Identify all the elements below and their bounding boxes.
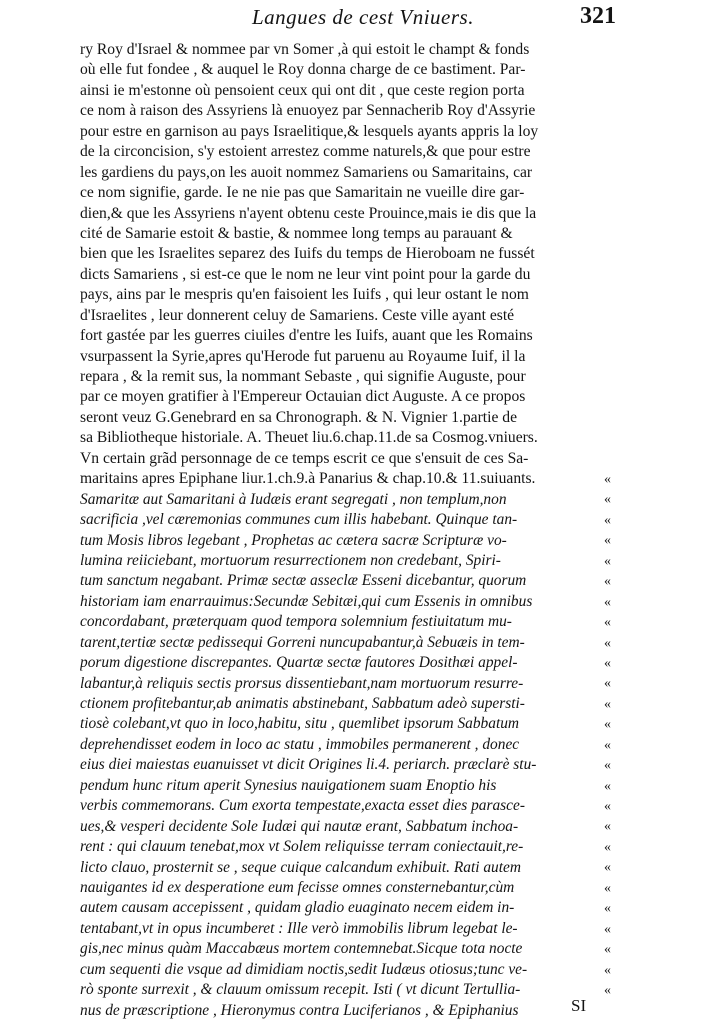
quotation-line: ctionem profitebantur,ab animatis abstinebant, Sabbatum adeò supersti- — [80, 695, 525, 712]
text-line: ce nom à raison des Assyriens là enuoyez par Sennacherib Roy d'Assyrie — [80, 102, 536, 120]
quotation-mark: « — [604, 492, 611, 508]
text-line: Vn certain grãd personnage de ce temps escrit ce que s'ensuit de ces Sa- — [80, 449, 529, 467]
quotation-line: porum digestione discrepantes. Quartæ sectæ fautores Dosithæi appel- — [80, 654, 518, 672]
quotation-marks-column — [604, 470, 626, 1001]
quotation-line: tarent,tertiæ sectæ pedissequi Gorreni nuncupabantur,à Sebuæis in tem- — [80, 633, 525, 651]
text-line: ry Roy d'Israel & nommee par vn Somer ,à qui estoit le champt & fonds — [80, 41, 530, 58]
quotation-mark: « — [604, 942, 611, 958]
quotation-line: autem causam accepissent , quidam gladio euaginato necem eidem in- — [80, 899, 515, 917]
quotation-mark: « — [604, 901, 611, 917]
quotation-line: rent : qui clauum tenebat,mox vt Solem reliquisse terram coniectauit,re- — [80, 838, 524, 856]
quotation-mark: « — [604, 615, 611, 631]
text-line: pour estre en garnison au pays Israelitique,& lesquels ayants appris la loy — [80, 122, 539, 140]
quotation-line: pendum hunc ritum aperit Synesius nauigationem suam Enoptio his — [80, 776, 497, 794]
quotation-line: lumina reiiciebant, mortuorum resurrectionem non credebant, Spiri- — [80, 551, 501, 569]
text-line: ainsi ie m'estonne où pensoient ceux qui ont dit , que ceste region porta — [80, 81, 525, 99]
text-line: par ce moyen gratifier à l'Empereur Octauian dict Auguste. A ce propos — [80, 388, 526, 406]
text-line: les gardiens du pays,on les auoit nommez Samariens ou Samaritains, car — [80, 163, 533, 181]
quotation-line: ues,& vesperi decidente Sole Iudæi qui nautæ erant, Sabbatum inchoa- — [80, 817, 519, 835]
text-line: d'Israelites , leur donnerent celuy de Samariens. Ceste ville ayant esté — [80, 306, 515, 324]
quotation-mark: « — [604, 880, 611, 896]
quotation-line: eius diei maiestas euanuisset vt dicit Origines li.4. periarch. præclarè stu- — [80, 756, 537, 774]
quotation-line: gis,nec minus quàm Maccabæus mortem contemnebat.Sicque tota nocte — [80, 940, 523, 958]
quotation-line: licto clauo, prosternit se , seque cuique calcandum exhibuit. Rati autem — [80, 858, 521, 876]
text-line: sa Bibliotheque historiale. A. Theuet liu.6.chap.11.de sa Cosmog.vniuers. — [80, 429, 538, 447]
quotation-mark: « — [604, 533, 611, 549]
text-line: dien,& que les Assyriens n'ayent obtenu ceste Prouince,mais ie dis que la — [80, 204, 537, 222]
page-number: 321 — [580, 3, 616, 29]
quotation-mark: « — [604, 982, 611, 998]
quotation-line: verbis commemorans. Cum exorta tempestate,exacta esset dies parasce- — [80, 797, 525, 815]
quotation-mark: « — [604, 778, 611, 794]
quotation-mark: « — [604, 839, 611, 855]
quotation-mark: « — [604, 799, 611, 814]
text-line: repara , & la remit sus, la nommant Sebaste , qui signifie Auguste, pour — [80, 368, 526, 385]
quotation-line: deprehendisset eodem in loco ac statu , immobiles permanerent , donec — [80, 735, 520, 753]
quotation-line: tiosè colebant,vt quo in loco,habitu, situ , quemlibet ipsorum Sabbatum — [80, 715, 520, 733]
quotation-line: tentabant,vt in opus incumberet : Ille verò immobilis librum legebat le- — [80, 919, 518, 937]
quotation-line: Samaritæ aut Samaritani à Iudæis erant segregati , non templum,non — [80, 490, 507, 508]
quotation-mark: « — [604, 737, 611, 753]
quotation-line: tum Mosis libros legebant , Prophetas ac cætera sacræ Scripturæ vo- — [80, 531, 507, 549]
text-line: cité de Samarie estoit & bastie, & nommee long temps au parauant & — [80, 224, 513, 242]
text-line: fort gastée par les guerres ciuiles d'entre les Iuifs, auant que les Romains — [80, 327, 533, 345]
quotation-mark: « — [604, 635, 611, 651]
catchword: SI — [571, 996, 587, 1015]
text-line: dicts Samariens , si est-ce que le nom ne leur vint point pour la garde du — [80, 265, 531, 283]
text-line: pays, ains par le mespris qu'en faisoient les Iuifs , qui leur ostant le nom — [80, 286, 529, 304]
quotation-mark: « — [604, 594, 611, 610]
quotation-line: labantur,à reliquis sectis prorsus dissentiebant,nam mortuorum resurre- — [80, 674, 524, 692]
quotation-mark: « — [604, 655, 611, 671]
quotation-mark: « — [604, 962, 611, 978]
quotation-mark: « — [604, 553, 611, 569]
text-line: bien que les Israelites separez des Iuifs du temps de Hieroboam ne fussét — [80, 245, 535, 263]
quotation-line: sacrificia ,vel cæremonias communes cum illis habebant. Quinque tan- — [80, 511, 518, 529]
text-line: ce nom signifie, garde. Ie ne nie pas que Samaritain ne vueille dire gar- — [80, 184, 525, 202]
quotation-mark: « — [604, 921, 611, 937]
quotation-mark: « — [604, 512, 611, 528]
quotation-line: rò sponte surrexit , & clauum omissum recepit. Isti ( vt dicunt Tertullia- — [80, 981, 521, 999]
quotation-line: historiam iam enarrauimus:Secundæ Sebitæi,qui cum Essenis in omnibus — [80, 592, 533, 610]
text-line: où elle fut fondee , & auquel le Roy donna charge de ce bastiment. Par- — [80, 61, 526, 79]
quotation-mark: « — [604, 574, 611, 590]
quotation-mark: « — [604, 676, 611, 692]
quotation-line: cum sequenti die vsque ad dimidiam noctis,sedit Iudæus otiosus;tunc ve- — [80, 960, 528, 978]
body-text — [80, 40, 600, 1021]
french-paragraphs — [80, 40, 600, 490]
quotation-mark: « — [604, 696, 611, 712]
quotation-line: tum sanctum negabant. Primæ sectæ asseclæ Esseni dicebantur, quorum — [80, 572, 527, 590]
text-line: maritains apres Epiphane liur.1.ch.9.à Panarius & chap.10.& 11.suiuants. — [80, 470, 536, 488]
text-line: vsurpassent la Syrie,apres qu'Herode fut paruenu au Royaume Iuif, il la — [80, 347, 526, 365]
quotation-line: nus de præscriptione , Hieronymus contra Luciferianos , & Epiphanius — [80, 1001, 519, 1019]
text-line: de la circoncision, s'y estoient arrestez comme naturels,& que pour estre — [80, 143, 531, 161]
quotation-mark: « — [604, 472, 611, 487]
quotation-mark: « — [604, 819, 611, 835]
quotation-mark: « — [604, 717, 611, 733]
quotation-line: concordabant, præterquam quod tempora solemnium festiuitatum mu- — [80, 613, 512, 631]
quotation-line: nauigantes id ex desperatione eum fecisse omnes consternebantur,cùm — [80, 878, 515, 896]
quotation-mark: « — [604, 758, 611, 774]
latin-quotation — [80, 490, 600, 1021]
quotation-mark: « — [604, 860, 611, 876]
text-line: seront veuz G.Genebrard en sa Chronograph. & N. Vignier 1.partie de — [80, 408, 517, 426]
running-title: Langues de cest Vniuers. — [252, 5, 474, 29]
